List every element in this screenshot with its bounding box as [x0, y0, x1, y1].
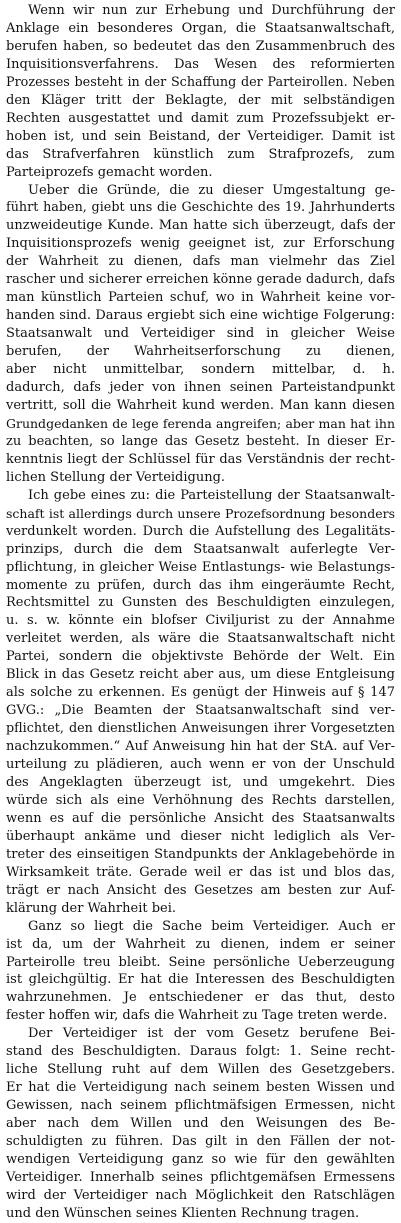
- text-line: Prozesses besteht in der Schaffung der Parteirollen. Neben: [6, 74, 395, 90]
- text-line: berufen, der Wahrheitserforschung zu dienen,: [6, 344, 395, 360]
- text-line: pflichtung, in gleicher Weise Entlastungs- wie Belastungs-: [6, 559, 395, 575]
- text-line: hoben ist, und sein Beistand, der Verteidiger. Damit ist: [6, 128, 395, 144]
- text-line: man künstlich Parteien schuf, wo in Wahrheit keine vor-: [6, 290, 395, 306]
- paragraph-5: [6, 1025, 395, 1222]
- text-line: Inquisitionsprozefs wenig geeignet ist, zur Erforschung: [6, 236, 395, 252]
- text-line: lichen Stellung der Verteidigung.: [6, 469, 226, 485]
- text-line: fester hoffen wir, dafs die Wahrheit zu Tage treten werde.: [6, 1008, 388, 1024]
- text-line: überhaupt ankäme und dieser nicht lediglich als Ver-: [6, 828, 395, 844]
- text-line: Blick in das Gesetz reicht aber aus, um diese Entgleisung: [6, 667, 395, 683]
- paragraph-4: [6, 918, 395, 1026]
- text-line: ist gleichgültig. Er hat die Interessen des Beschuldigten: [6, 972, 395, 988]
- text-line: würde sich als eine Verhöhnung des Rechts darstellen,: [6, 792, 395, 808]
- text-line: wenn es auf die persönliche Ansicht des Staatsanwalts: [6, 810, 395, 826]
- text-line: momente zu prüfen, durch das ihm eingeräumte Recht,: [6, 577, 395, 593]
- text-line: schuldigten zu führen. Das gilt in den Fällen der not-: [6, 1134, 395, 1150]
- text-line: Partei, sondern die objektivste Behörde der Welt. Ein: [6, 649, 395, 665]
- text-line: der Wahrheit zu dienen, dafs man vielmehr das Ziel: [6, 254, 395, 270]
- text-line: zu beachten, so lange das Gesetz besteht. In dieser Er-: [6, 433, 395, 449]
- text-line: unzweideutige Kunde. Man hatte sich überzeugt, dafs der: [6, 218, 395, 234]
- text-line: nachzukommen.“ Auf Anweisung hin hat der StA. auf Ver-: [6, 739, 395, 755]
- text-line: Staatsanwalt und Verteidiger sind in gleicher Weise: [6, 326, 395, 342]
- text-line: treter des einseitigen Standpunkts der Anklagebehörde in: [6, 846, 395, 862]
- text-line: des Angeklagten überzeugt ist, und umgekehrt. Dies: [6, 774, 395, 790]
- text-line: Er hat die Verteidigung nach seinem besten Wissen und: [6, 1080, 395, 1096]
- text-line: aber nicht unmittelbar, sondern mittelbar, d. h.: [6, 362, 395, 378]
- text-line: führt haben, giebt uns die Geschichte des 19. Jahrhunderts: [6, 200, 395, 216]
- text-line: Anklage ein besonderes Organ, die Staatsanwaltschaft,: [6, 20, 395, 36]
- text-line: schaft ist allerdings durch unsere Prozefsordnung besonders: [6, 505, 395, 521]
- text-line: vertritt, soll die Wahrheit kund werden. Man kann diesen: [6, 397, 395, 413]
- paragraph-3: [6, 487, 395, 918]
- text-line: trägt er nach Ansicht des Gesetzes am besten zur Auf-: [6, 882, 395, 898]
- text-line: den Kläger tritt der Beklagte, der mit selbständigen: [6, 92, 395, 108]
- text-line: liche Stellung ruht auf dem Willen des Gesetzgebers.: [6, 1062, 395, 1078]
- text-line: Ganz so liegt die Sache beim Verteidiger. Auch er: [28, 918, 395, 934]
- text-line: Der Verteidiger ist der vom Gesetz berufene Bei-: [28, 1026, 395, 1042]
- text-line: rascher und sicherer erreichen könne gerade dadurch, dafs: [6, 272, 395, 288]
- text-line: Wirksamkeit träte. Gerade weil er das ist und blos das,: [6, 864, 395, 880]
- text-line: aber nach dem Willen und den Weisungen des Be-: [6, 1116, 395, 1132]
- text-line: berufen haben, so bedeutet das den Zusammenbruch des: [6, 38, 395, 54]
- text-line: Ich gebe eines zu: die Parteistellung der Staatsanwalt-: [28, 487, 395, 503]
- text-line: Grundgedanken de lege ferenda angreifen; aber man hat ihn: [6, 415, 395, 431]
- text-line: wird der Verteidiger nach Möglichkeit den Ratschlägen: [6, 1187, 395, 1203]
- text-line: wendigen Verteidigung ganz so wie für den gewählten: [6, 1152, 395, 1167]
- text-line: klärung der Wahrheit bei.: [6, 900, 177, 916]
- text-line: verdunkelt worden. Durch die Aufstellung des Legalitäts-: [6, 523, 395, 539]
- text-line: Verteidiger. Innerhalb seines pflichtgemäfsen Ermessens: [6, 1169, 395, 1185]
- text-line: pflichtet, den dienstlichen Anweisungen ihrer Vorgesetzten: [6, 721, 395, 737]
- text-line: Inquisitionsverfahrens. Das Wesen des reformierten: [6, 56, 395, 72]
- text-line: handen sind. Daraus ergiebt sich eine wichtige Folgerung:: [6, 308, 395, 324]
- text-line: u. s. w. könnte ein blofser Civiljurist zu der Annahme: [6, 613, 395, 629]
- paragraph-2: [6, 182, 395, 487]
- text-line: Parteirolle treu bleibt. Seine persönliche Ueberzeugung: [6, 954, 395, 970]
- text-line: urteilung zu plädieren, auch wenn er von der Unschuld: [6, 757, 395, 773]
- text-line: und den Wünschen seines Klienten Rechnung tragen.: [6, 1205, 360, 1221]
- paragraph-1: [6, 2, 395, 182]
- text-line: als solche zu erkennen. Es genügt der Hinweis auf § 147: [6, 685, 395, 701]
- text-line: verleitet werden, als wäre die Staatsanwaltschaft nicht: [6, 631, 395, 647]
- text-line: Wenn wir nun zur Erhebung und Durchführung der: [28, 3, 395, 18]
- text-line: Parteiprozefs gemacht worden.: [6, 164, 213, 180]
- text-line: Rechten ausgestattet und damit zum Prozefssubjekt er-: [6, 110, 395, 126]
- text-line: das Strafverfahren künstlich zum Strafprozefs, zum: [6, 146, 395, 162]
- text-line: prinzips, durch die dem Staatsanwalt auferlegte Ver-: [6, 541, 395, 557]
- text-line: Rechtsmittel zu Gunsten des Beschuldigten einzulegen,: [6, 595, 395, 611]
- text-line: stand des Beschuldigten. Daraus folgt: 1. Seine recht-: [6, 1044, 395, 1060]
- text-line: ist da, um der Wahrheit zu dienen, indem er seiner: [6, 936, 395, 952]
- text-line: dadurch, dafs jeder von ihnen seinen Parteistandpunkt: [6, 380, 395, 396]
- text-line: GVG.: „Die Beamten der Staatsanwaltschaft sind ver-: [6, 703, 395, 719]
- text-line: kenntnis liegt der Schlüssel für das Verständnis der recht-: [6, 451, 395, 467]
- text-line: wahrzunehmen. Je entschiedener er das thut, desto: [6, 990, 395, 1006]
- text-line: Gewissen, nach seinem pflichtmäfsigen Ermessen, nicht: [6, 1098, 395, 1114]
- text-line: Ueber die Gründe, die zu dieser Umgestaltung ge-: [28, 182, 395, 198]
